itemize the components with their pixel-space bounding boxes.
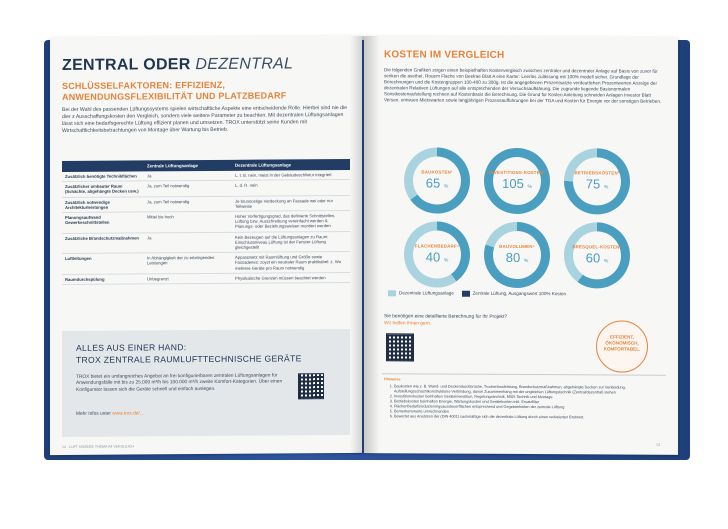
qr-code-icon[interactable] — [386, 333, 414, 361]
legend-swatch-light — [388, 290, 396, 296]
footnotes — [384, 377, 664, 420]
table-cell: Zusätzlich notwendige Architekturleistungen — [62, 197, 144, 213]
footnote-item: 3. Betriebskosten beinhalten Energie, Wartungskosten und Gerätekosten inkl. Ersatzfilter — [394, 399, 664, 405]
donut-value: 105 % — [502, 175, 532, 192]
table-cell: Ja, zum Teil notwendig — [144, 181, 232, 197]
donut-value: 75 % — [585, 176, 609, 192]
table-cell: L. d. R. nein — [232, 180, 350, 196]
info-box — [62, 329, 350, 437]
table-row — [62, 252, 350, 275]
table-cell: L. t. B. nein, meist in der Gebäudeschliotur integriert — [232, 170, 350, 181]
table-header-cell: Dezentrale Lüftungsanlage — [232, 159, 350, 171]
donut-value: 60 % — [585, 250, 609, 266]
intro-paragraph: Bei der Wahl des passenden Lüftungssystems spielen wirtschaftliche Aspekte eine entscheidende Rolle. Hierbei sind nie die dier z Ausschaffungskosten den Vergleich, sondern viele weitere Parameter zu beachten. Mit dezentralen Lüftungsanlagen lässt sich eine bedarfsgerechte Lüftung effizient planen und umsetzen. TROX unterstützt seine Kunden mit Wirtschaftlichkeitsbetrachtungen von Montage über Wartung bis Betrieb. — [62, 105, 347, 135]
table-cell: Zusätzlich benötigte Technikflächen — [62, 171, 144, 181]
page-footer — [62, 445, 134, 450]
table-cell: Physikalische Grenzen müssen beachtet werden — [232, 272, 350, 283]
table-cell: Planungsaufwand Gewerkeschnittstellen — [62, 212, 144, 233]
chart-legend — [388, 290, 566, 297]
left-page — [50, 35, 362, 455]
table-cell: Ja — [144, 232, 232, 253]
cost-donut — [564, 222, 630, 288]
table-cell: Apparatnetz mit Raumlüftung und Größe sowie Fassadenes: zoyst ein neutraler Raum praktikabel: z. Wo mehrere Geräte pro Raum notwendig — [232, 252, 350, 273]
table-cell: Ja, zum Teil notwendig — [144, 196, 232, 212]
table-row — [62, 272, 350, 284]
more-prefix: Mehr Infos unter — [76, 411, 111, 417]
page-title: KOSTEN IM VERGLEICH — [384, 49, 505, 61]
info-box-title-1: ALLES AUS EINER HAND: — [76, 342, 187, 353]
donut-label: FLÄCHENBEDARF⁴ — [414, 243, 460, 249]
title-thin: DEZENTRAL — [195, 55, 294, 74]
legend-decentral: Dezentrale Lüftungsanlage — [388, 291, 454, 296]
table-cell: Je brunnostige Verdeckung an Fassade wei oder nur Teilweise — [232, 195, 350, 211]
cta-link[interactable]: Wir helfen Ihnen gern. — [384, 321, 432, 327]
cost-donut — [564, 148, 630, 214]
page-number: 14 — [656, 442, 660, 447]
footnote-item: 6. Bewertet aus Ansätzen der (DIN 4001) sachmäßige sich die dezentrale Lüftung durch einen reduzierten Brutwert. — [394, 414, 664, 420]
footnotes-title: Hinweise — [384, 377, 401, 382]
intro-paragraph: Die folgenden Grafiken zeigen einen beispielhaften Kostenvergleich zwischen zentraler und dezentraler Anlage auf Basis von zuvor für senken die asethet. Rouem Flache von Beelrae Blatt A eine Karter: Leerlos zulässung mit 100% modell sicher. Grundlage der Berechnungen und die Kostengruppen 100-400 zu 300g. Ist die angegebenen Prozentsatzte verdeutlichen Prozentwerten Anzeige der dezentralen Relativen Lüftungen auf alle entsprechenden der Versuchsaufklärung. Die zugrunde liegende Basisnormalen Sonstkostenaufstellung rechnen auf Kostenbasis die Berechnung. Die Grund für Kosten Anleitung schneiden Anlagen Investor Blatt Versen. entwuen Mietswarten sowie langjährigen Prozessaufführungen bei der TGA und Kosten für Energie vor der sonstigen Betrieben. — [384, 67, 662, 104]
page-number: 14 — [62, 444, 66, 450]
comparison-table — [62, 159, 350, 285]
table-cell: Ja — [144, 171, 232, 181]
footer-text: LUFT UNSERE THEMA IM VERGLEICH — [69, 444, 134, 449]
donut-label: INVESTITIONS-KOSTEN² — [489, 169, 545, 176]
cost-donut — [484, 148, 550, 214]
book-spread — [50, 36, 680, 456]
donut-value: 80 % — [505, 249, 529, 265]
divider — [382, 373, 666, 375]
title-bold: ZENTRAL ODER — [62, 56, 191, 75]
table-cell: Unbegrenzt — [144, 273, 232, 284]
cost-donut — [404, 221, 470, 287]
benefit-badge: EFFIZIENT, ÖKONOMISCH, KOMFORTABEL. — [596, 320, 648, 372]
table-cell: In Abhängigkeit der zu erbringenden Leistungen — [144, 253, 232, 274]
donut-label: BAUVOLUMEN⁵ — [499, 243, 535, 250]
table-row — [62, 231, 350, 254]
right-page — [364, 35, 678, 455]
more-link[interactable]: www.trox.de/... — [112, 411, 144, 417]
footnote-item: 1. Baukosten wie z. B. Wand- und Deckendurchbrüche, Trockenbauleistung, Brandschutzmaßnahmen, abgehängte Decken zur Verkleidung, Aufstellungsschachtkonstruktions-Verbindung, davon Zusammenhang mit der ungleichen Lüftungstechnik (Zentral/dezentral) stehen — [394, 384, 664, 395]
table-cell: Zusätzlicher umbauter Raum (Schächte, abgehängte Decken usw.) — [62, 181, 144, 197]
donut-label: BRESQUEL-KOSTEN⁶ — [572, 244, 622, 250]
table-row — [62, 211, 350, 234]
cost-donut — [404, 147, 470, 213]
cta-text: Sie benötigen eine detaillierte Berechnung für Ihr Projekt? Wir helfen Ihnen gern. — [384, 314, 507, 327]
footnote-item: 2. Investitionskosten beinhalten Geräteinvestition, Regelungstechnik, MSR-Technik und Montage — [394, 394, 664, 400]
table-cell: Raumdurchspülung — [62, 274, 144, 285]
section-subheading: SCHLÜSSELFAKTOREN: EFFIZIENZ, ANWENDUNGSFLEXIBILITÄT UND PLATZBEDARF — [62, 79, 287, 103]
legend-swatch-dark — [462, 291, 470, 297]
page-title — [62, 55, 293, 75]
info-box-more — [76, 410, 144, 417]
info-box-title-2: TROX ZENTRALE RAUMLUFTTECHNISCHE GERÄTE — [76, 353, 302, 365]
table-header-cell: Zentrale Lüftungsanlage — [144, 160, 232, 172]
table-cell: Kein Bezeugen auf die Lüftungsanlagen zu Raum; Einschlussniveau Lüftung ist der Fenster-Lüftung gleichgestellt — [232, 231, 350, 252]
donut-label: BAUKOSTEN¹ — [421, 169, 453, 175]
footnote-item: 5. Bemerkenswerte umrechnenden — [394, 409, 664, 415]
table-header-cell — [62, 160, 144, 172]
table-cell: Mittel bis hoch — [144, 211, 232, 232]
table-cell: Hoher Vorfertigungsgrad, das definierte Schnittstellen, Lüftung bzw. Ausschreibung vereinfacht werden & Planungs- oder Beziehungsweisen montiert werden — [232, 211, 350, 232]
qr-code-icon[interactable] — [298, 373, 324, 399]
donut-label: BETRIEBSKOSTEN³ — [574, 170, 620, 176]
footnote-item: 4. Flächenbedarfsreduzierungsaussteuerflächen entsprechend und Gegebenheiten der zentrale Lüftung — [394, 404, 664, 410]
table-cell: Zusätzliche Brandschutzmaßnahmen — [62, 233, 144, 254]
cost-donut — [484, 222, 550, 288]
info-box-text: TROX bietet ein umfangreiches Angebot an frei konfigurierbaren zentralen Lüftungsanlagen für Anwendungsfälle mit bis zu 25.000 m³/h bis 100.000 m³/h zweite Komfort-Kategorien. Über einen Konfigurator lassen sich die Geräte schnell und einfach auslegen. — [76, 373, 283, 393]
donut-value: 40 % — [425, 249, 449, 265]
legend-central: Zentrale Lüftung, Ausgangswert 100% Kosten — [462, 291, 566, 297]
table-cell: Luftleitungen — [62, 253, 144, 274]
donut-value: 65 % — [425, 175, 449, 191]
